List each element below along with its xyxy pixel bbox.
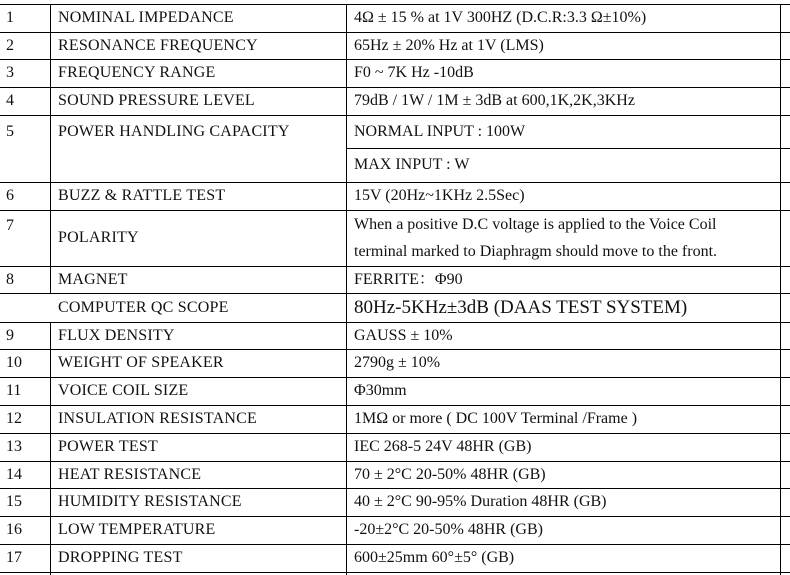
item-value-secondary: terminal marked to Diaphragm should move to the front.: [354, 243, 718, 260]
item-label: POWER TEST: [58, 438, 158, 455]
item-value: 40 ± 2°C 90-95% Duration 48HR (GB): [354, 493, 607, 510]
item-label: POLARITY: [58, 229, 139, 246]
item-value: 70 ± 2°C 20-50% 48HR (GB): [354, 465, 546, 483]
row-number: 5: [6, 123, 14, 140]
item-label: INSULATION RESISTANCE: [58, 410, 257, 427]
item-label: RESONANCE FREQUENCY: [58, 36, 258, 54]
item-value: F0 ~ 7K Hz -10dB: [354, 64, 474, 81]
row-number: 15: [6, 493, 22, 510]
item-label: NOMINAL IMPEDANCE: [58, 9, 234, 26]
row-number: 10: [6, 354, 22, 371]
item-label: WEIGHT OF SPEAKER: [58, 354, 224, 371]
item-label: FREQUENCY RANGE: [58, 64, 216, 81]
item-label: VOICE COIL SIZE: [58, 382, 189, 399]
row-number: 14: [6, 465, 22, 483]
item-value: 15V (20Hz~1KHz 2.5Sec): [354, 187, 525, 204]
item-value: When a positive D.C voltage is applied to the Voice Coil: [354, 216, 717, 233]
item-value: GAUSS ± 10%: [354, 326, 453, 344]
item-value: 2790g ± 10%: [354, 354, 441, 371]
row-divider: [0, 572, 790, 573]
item-label: FLUX DENSITY: [58, 326, 175, 344]
column-divider: [780, 4, 781, 575]
row-number: 17: [6, 549, 22, 566]
item-label: SOUND PRESSURE LEVEL: [58, 92, 255, 109]
item-label: HUMIDITY RESISTANCE: [58, 493, 242, 510]
item-value: 600±25mm 60°±5° (GB): [354, 549, 515, 566]
row-number: 11: [6, 382, 22, 399]
item-label: POWER HANDLING CAPACITY: [58, 123, 290, 140]
item-label: DROPPING TEST: [58, 549, 183, 566]
row-number: 12: [6, 410, 22, 427]
row-number: 4: [6, 92, 14, 109]
item-value: -20±2°C 20-50% 48HR (GB): [354, 521, 543, 538]
item-label: HEAT RESISTANCE: [58, 465, 202, 483]
item-label: BUZZ & RATTLE TEST: [58, 187, 226, 204]
item-value: Φ30mm: [354, 382, 407, 399]
column-divider: [346, 4, 347, 575]
item-value-secondary: MAX INPUT : W: [354, 156, 470, 173]
item-value: NORMAL INPUT : 100W: [354, 122, 526, 140]
row-number: 9: [6, 326, 14, 344]
item-value: FERRITE：Φ90: [354, 270, 463, 288]
column-divider: [50, 322, 51, 575]
item-label: LOW TEMPERATURE: [58, 521, 216, 538]
item-value: 1MΩ or more ( DC 100V Terminal /Frame ): [354, 410, 638, 427]
row-number: 1: [6, 9, 14, 26]
item-label: MAGNET: [58, 270, 128, 288]
item-value: 65Hz ± 20% Hz at 1V (LMS): [354, 36, 544, 54]
item-value: 4Ω ± 15 % at 1V 300HZ (D.C.R:3.3 Ω±10%): [354, 9, 647, 26]
item-value: IEC 268-5 24V 48HR (GB): [354, 438, 532, 455]
row-number: 8: [6, 270, 14, 288]
row-number: 3: [6, 64, 14, 81]
row-number: 7: [6, 217, 14, 234]
row-number: 6: [6, 187, 14, 204]
item-value: 79dB / 1W / 1M ± 3dB at 600,1K,2K,3KHz: [354, 92, 635, 109]
column-divider: [50, 4, 51, 293]
row-number: 2: [6, 36, 14, 54]
item-label: COMPUTER QC SCOPE: [58, 298, 229, 316]
row-number: 16: [6, 521, 22, 538]
item-value: 80Hz-5KHz±3dB (DAAS TEST SYSTEM): [354, 297, 688, 318]
row-number: 13: [6, 438, 22, 455]
